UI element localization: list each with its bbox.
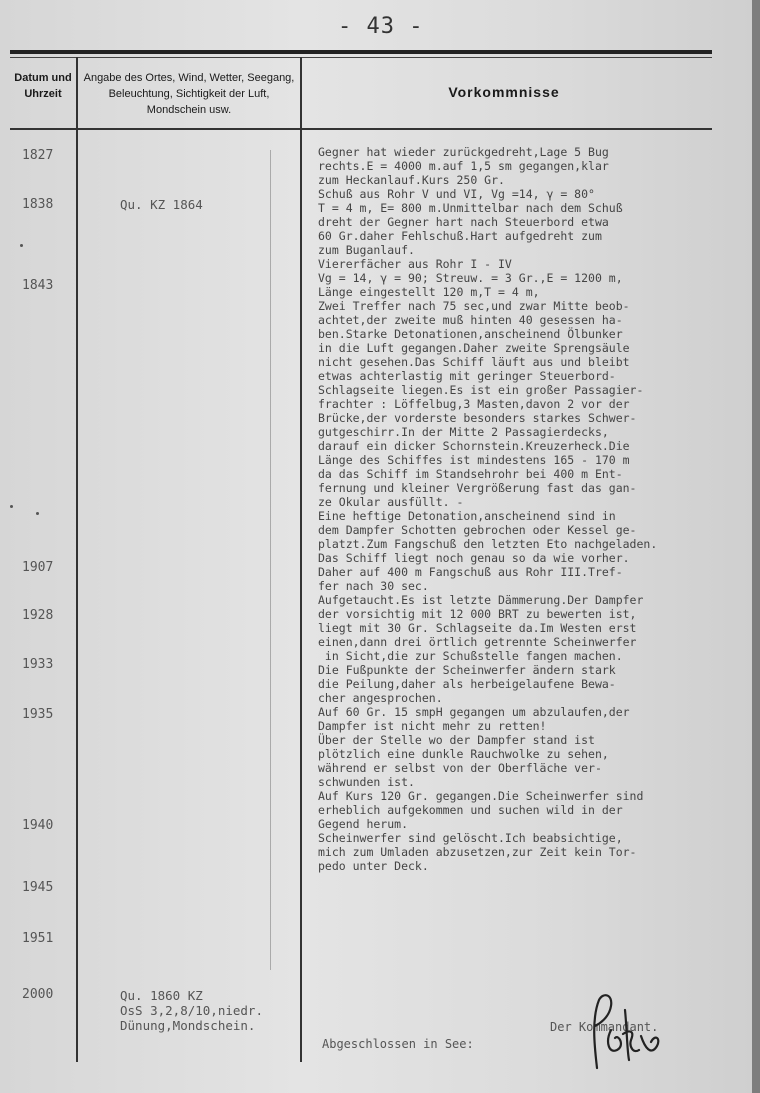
time-entry: 2000: [22, 987, 54, 1002]
time-entry: 1945: [22, 880, 54, 895]
header-ort: Angabe des Ortes, Wind, Wetter, Seegang, Beleuchtung, Sichtigkeit der Luft, Mondschein usw.: [83, 72, 295, 116]
header-bottom-rule: [10, 128, 712, 130]
header-vorkommnisse: Vorkommnisse: [448, 84, 560, 100]
commander-label: Der Kommandant.: [550, 1020, 659, 1034]
margin-mark: [20, 244, 23, 247]
margin-mark: [10, 505, 13, 508]
margin-mark: [36, 512, 39, 515]
location-entry: Qu. 1860 KZ OsS 3,2,8/10,niedr. Dünung,Mondschein.: [120, 988, 263, 1033]
column-divider-1: [76, 57, 78, 1062]
time-entry: 1907: [22, 560, 54, 575]
time-entry: 1843: [22, 278, 54, 293]
time-entry: 1933: [22, 657, 54, 672]
time-entry: 1838: [22, 197, 54, 212]
time-entry: 1951: [22, 931, 54, 946]
closing-note: Abgeschlossen in See:: [322, 1037, 474, 1051]
time-entry: 1928: [22, 608, 54, 623]
incident-text: Gegner hat wieder zurückgedreht,Lage 5 Bug rechts.E = 4000 m.auf 1,5 sm gegangen,klar zum Heckanlauf.Kurs 250 Gr. Schuß aus Rohr V und VI, Vg =14, γ = 80° T = 4 m, E= 800 m.Unmittelbar nach dem Schuß dreht der Gegner hart nach Steuerbord etwa 60 Gr.daher Fehlschuß.Hart aufgedreht zum zum Buganlauf. Viererfächer aus Rohr I - IV Vg = 14, γ = 90; Streuw. = 3 Gr.,E = 1200 m, Länge eingestellt 120 m,T = 4 m, Zwei Treffer nach 75 sec,und zwar Mitte beob- achtet,der zweite muß hinten 40 gesessen ha- ben.Starke Detonationen,anscheinend Ölbunker in die Luft gegangen.Daher zweite Sprengsäule nicht gesehen.Das Schiff läuft aus und bleibt etwas achterlastig mit geringer Steuerbord- Schlagseite liegen.Es ist ein großer Passagier- frachter : Löffelbug,3 Masten,davon 2 vor der Brücke,der vorderste besonders starkes Schwer- gutgeschirr.In der Mitte 2 Passagierdecks, darauf ein dicker Schornstein.Kreuzerheck.Die Länge des Schiffes ist mindestens 165 - 170 m da das Schiff im Standsehrohr bei 400 m Ent- fernung und kleiner Vergrößerung fast das gan- ze Okular ausfüllt. - Eine heftige Detonation,anscheinend sind in dem Dampfer Schotten gebrochen oder Kessel ge- platzt.Zum Fangschuß den letzten Eto nachgeladen. Das Schiff liegt noch genau so da wie vorher. Daher auf 400 m Fangschuß aus Rohr III.Tref- fer nach 30 sec. Aufgetaucht.Es ist letzte Dämmerung.Der Dampfer der vorsichtig mit 12 000 BRT zu bewerten ist, liegt mit 30 Gr. Schlagseite da.Im Westen erst einen,dann drei örtlich getrennte Scheinwerfer in Sicht,die zur Schußstelle fangen machen. Die Fußpunkte der Scheinwerfer ändern stark die Peilung,daher als herbeigelaufene Bewa- cher angesprochen. Auf 60 Gr. 15 smpH gegangen um abzulaufen,der Dampfer ist nicht mehr zu retten! Über der Stelle wo der Dampfer stand ist plötzlich eine dunkle Rauchwolke zu sehen, während er selbst von der Oberfläche ver- schwunden ist. Auf Kurs 120 Gr. gegangen.Die Scheinwerfer sind erheblich aufgekommen und suchen wild in der Gegend herum. Scheinwerfer sind gelöscht.Ich beabsichtige, mich zum Umladen abzusetzen,zur Zeit kein Tor- pedo unter Deck.: [318, 145, 658, 873]
header-datum: Datum und Uhrzeit: [14, 72, 72, 100]
header-rule-thin: [10, 57, 712, 58]
header-rule-thick: [10, 50, 712, 54]
time-entry: 1940: [22, 818, 54, 833]
time-entry: 1827: [22, 148, 54, 163]
signature: [585, 990, 675, 1075]
column-divider-2: [300, 57, 302, 1062]
time-entry: 1935: [22, 707, 54, 722]
pencil-line: [270, 150, 271, 970]
page-number: - 43 -: [338, 14, 424, 39]
location-entry: Qu. KZ 1864: [120, 197, 203, 212]
